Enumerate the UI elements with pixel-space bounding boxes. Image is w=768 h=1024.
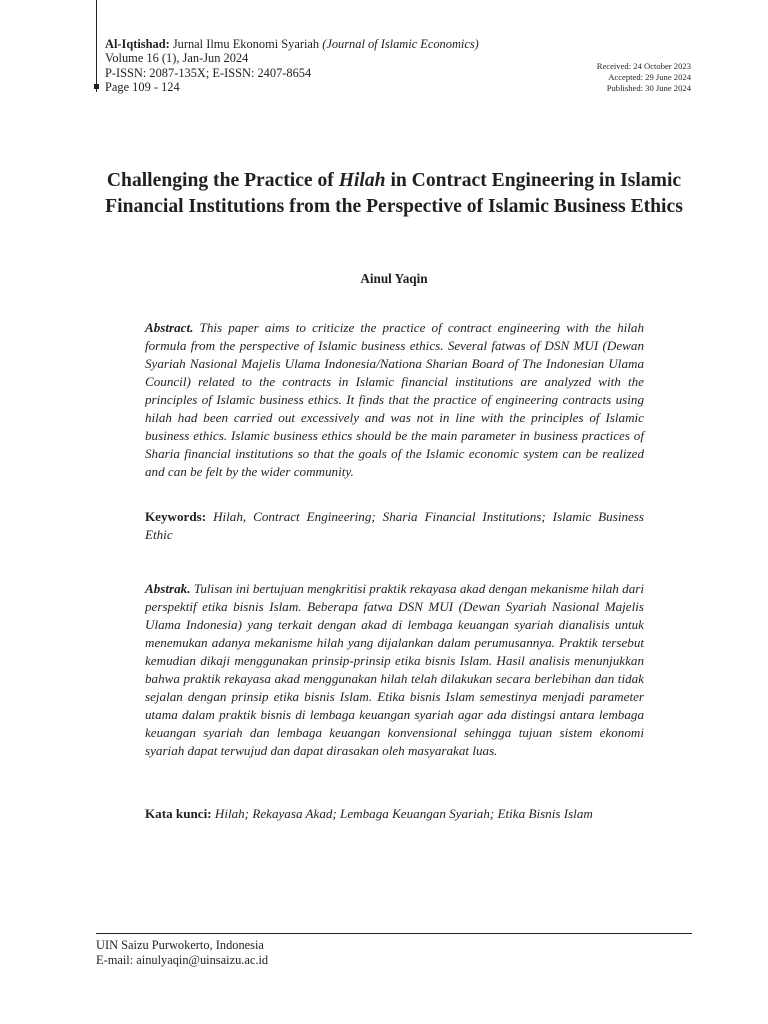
footer-rule	[96, 933, 692, 934]
keywords-indonesian-label: Kata kunci:	[145, 806, 212, 821]
journal-name: Al-Iqtishad:	[105, 37, 170, 51]
keywords-indonesian	[145, 805, 644, 823]
title-italic-term: Hilah	[338, 170, 386, 191]
footer	[96, 938, 268, 967]
journal-title-line	[105, 37, 525, 51]
journal-english-title: (Journal of Islamic Economics)	[322, 37, 479, 51]
journal-volume: Volume 16 (1), Jan-Jun 2024	[105, 51, 249, 66]
abstract-indonesian	[145, 580, 644, 760]
keywords-english-label: Keywords:	[145, 509, 207, 524]
keywords-english-text: Hilah, Contract Engineering; Sharia Financial Institutions; Islamic Business Ethic	[145, 509, 645, 542]
journal-issn: P-ISSN: 2087-135X; E-ISSN: 2407-8654	[105, 65, 312, 80]
abstract-indonesian-text: Tulisan ini bertujuan mengkritisi praktik rekayasa akad dengan mekanisme hilah dari perspektif etika bisnis Islam. Beberapa fatwa DSN MUI (Dewan Syariah Nasional Majelis Ulama Indonesia) yang terkait dengan akad di lembaga keuangan syariah dianalisis untuk menemukan adanya mekanisme hilah yang dijalankan dalam perumusannya. Praktik tersebut kemudian dikaji menggunakan prinsip-prinsip etika bisnis Islam. Hasil analisis menunjukkan bahwa praktik rekayasa akad menggunakan hilah telah dilakukan secara berlebihan dan tidak sejalan dengan prinsip etika bisnis Islam. Etika bisnis Islam semestinya menjadi parameter utama dalam praktik bisnis di lembaga keuangan syariah agar ada distingsi antara lembaga keuangan syariah dan lembaga keuangan konvensional sehingga tujuan sistem ekonomi syariah dapat terwujud dan dapat dirasakan oleh masyarakat luas.	[145, 581, 644, 758]
journal-title: Jurnal Ilmu Ekonomi Syariah	[172, 37, 320, 51]
keywords-english	[145, 508, 644, 544]
journal-pages: Page 109 - 124	[105, 79, 180, 94]
author-name: Ainul Yaqin	[360, 271, 428, 286]
header-rule-marker	[94, 84, 99, 89]
abstract-english-label: Abstract.	[145, 320, 194, 335]
title-part-2: in Contract Engineering in Islamic Financial Institutions from the Perspective of Islamic Business Ethics	[105, 170, 683, 217]
abstract-english-text: This paper aims to criticize the practice of contract engineering with the hilah formula from the perspective of Islamic business ethics. Several fatwas of DSN MUI (Dewan Syariah Nasional Majelis Ulama Indonesia/Nationa Sharian Board of The Indonesian Ulama Council) related to the contracts in Islamic financial institutions are analyzed with the principles of Islamic business ethics. It finds that the practice of engineering contracts using hilah had been carried out excessively and was not in line with the principles of Islamic business ethics. Islamic business ethics should be the main parameter in business practices of Sharia financial institutions so that the goals of the Islamic economic system can be realized and can be felt by the wider community.	[145, 320, 645, 479]
date-received: Received: 24 October 2023	[596, 61, 691, 71]
author-affiliation: UIN Saizu Purwokerto, Indonesia	[96, 938, 264, 952]
article-dates	[597, 61, 691, 94]
abstract-english	[145, 319, 644, 481]
article-title	[96, 168, 692, 220]
abstract-indonesian-label: Abstrak.	[145, 581, 191, 596]
journal-info	[105, 37, 525, 94]
header-rule	[96, 0, 97, 92]
title-part-1: Challenging the Practice of	[106, 170, 339, 191]
date-published: Published: 30 June 2024	[606, 83, 691, 93]
keywords-indonesian-text: Hilah; Rekayasa Akad; Lembaga Keuangan Syariah; Etika Bisnis Islam	[214, 806, 593, 821]
date-accepted: Accepted: 29 June 2024	[608, 72, 691, 82]
author-email: E-mail: ainulyaqin@uinsaizu.ac.id	[96, 952, 269, 967]
